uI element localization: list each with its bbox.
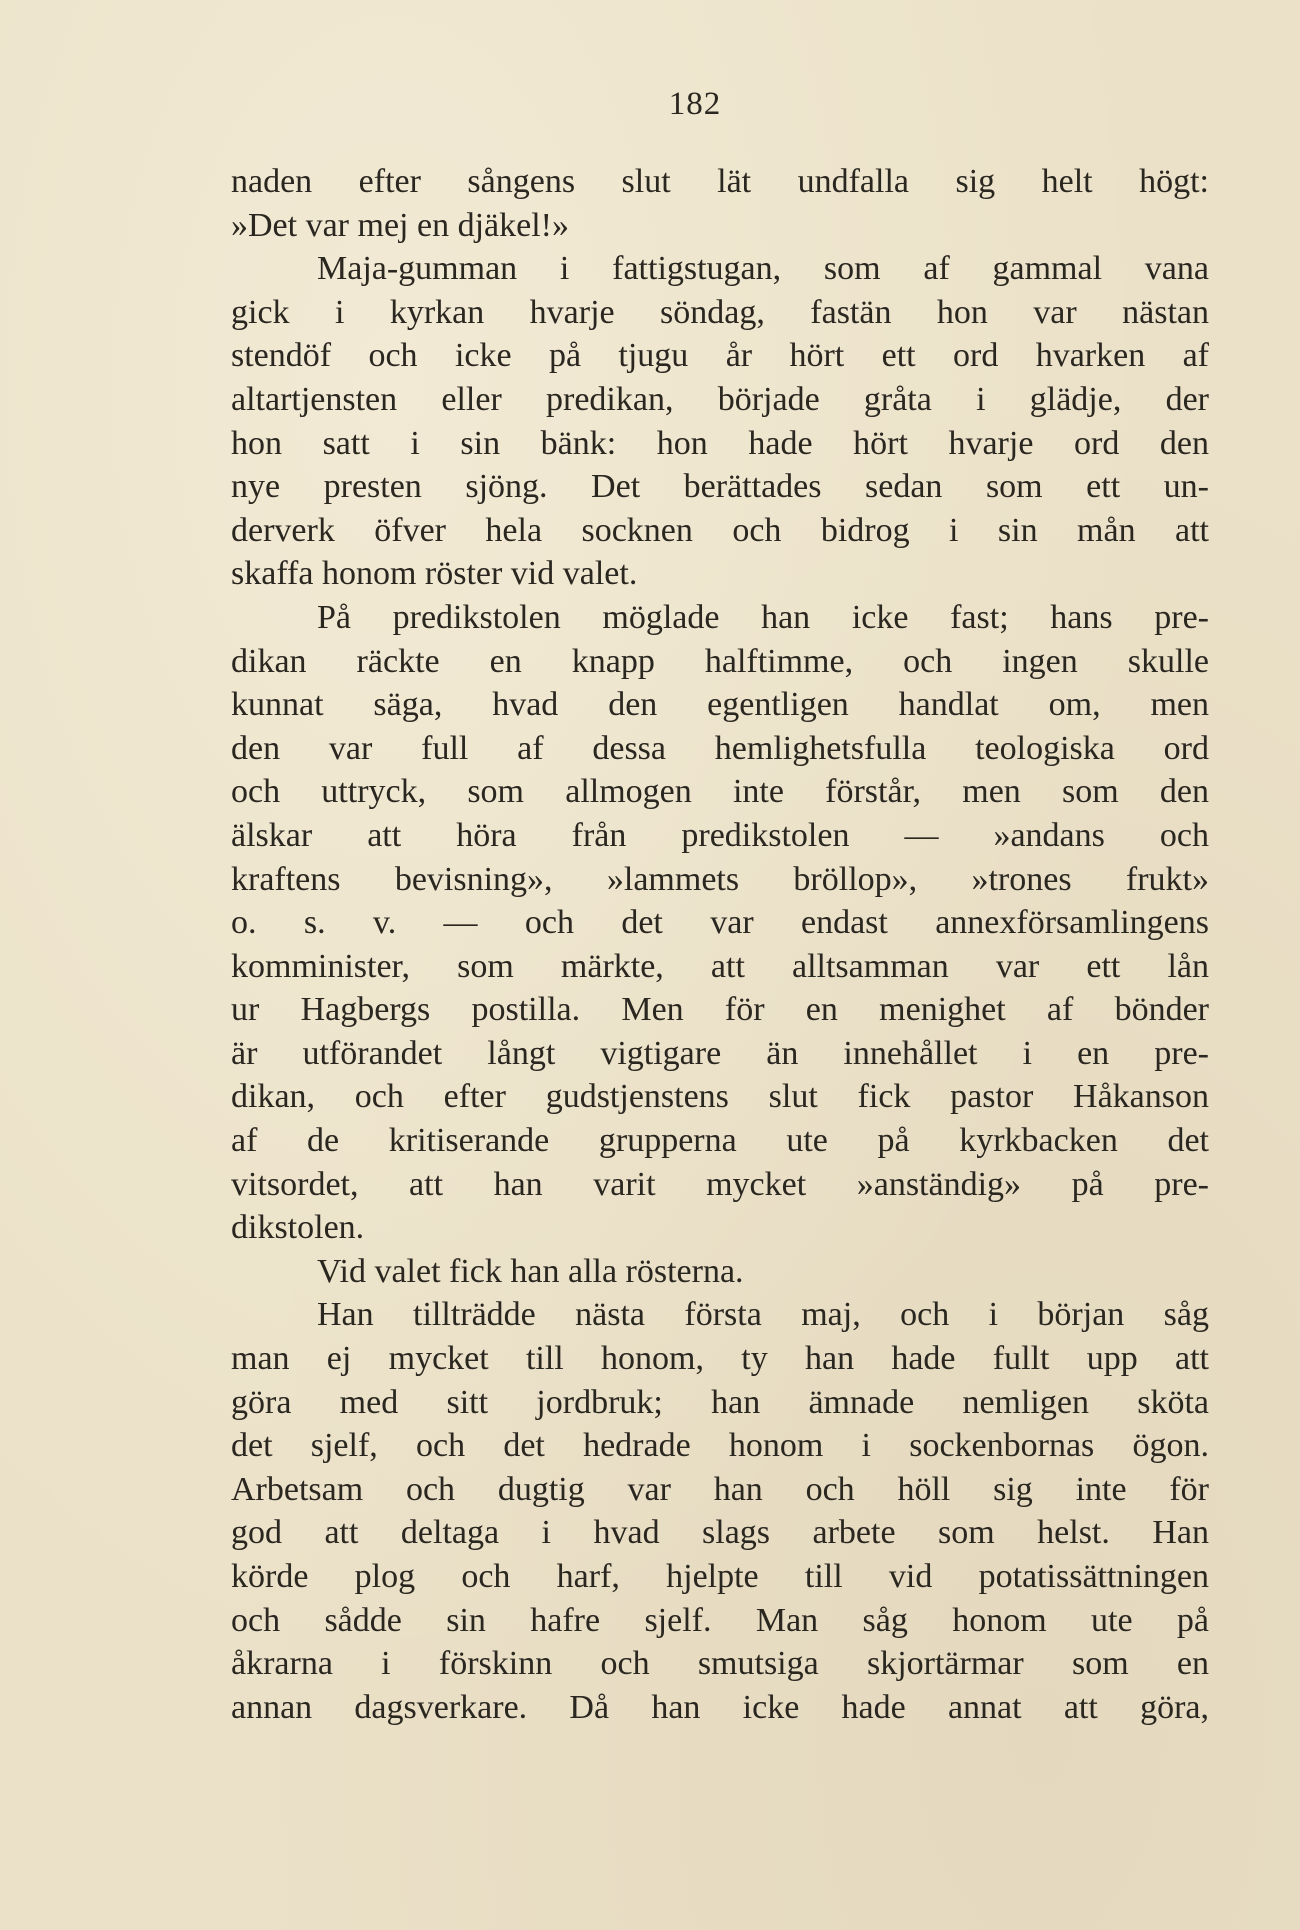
text-line: Vid valet fick han alla rösterna. bbox=[317, 1252, 744, 1290]
text-line: god att deltaga i hvad slags arbete som helst. Han bbox=[231, 1514, 1209, 1552]
text-line: derverk öfver hela socknen och bidrog i sin mån att bbox=[231, 511, 1209, 549]
text-line: gick i kyrkan hvarje söndag, fastän hon var nästan bbox=[231, 293, 1209, 331]
text-line: man ej mycket till honom, ty han hade fullt upp att bbox=[231, 1340, 1209, 1378]
text-line: älskar att höra från predikstolen — »andans och bbox=[231, 816, 1209, 854]
text-line: ur Hagbergs postilla. Men för en menighet af bönder bbox=[231, 991, 1209, 1029]
text-line: komminister, som märkte, att alltsamman var ett lån bbox=[231, 947, 1209, 985]
text-line: dikan, och efter gudstjenstens slut fick pastor Håkanson bbox=[231, 1078, 1209, 1116]
text-line: skaffa honom röster vid valet. bbox=[231, 555, 638, 593]
text-line: den var full af dessa hemlighetsfulla teologiska ord bbox=[231, 729, 1209, 767]
text-line: hon satt i sin bänk: hon hade hört hvarje ord den bbox=[231, 424, 1209, 462]
text-line: annan dagsverkare. Då han icke hade annat att göra, bbox=[231, 1688, 1209, 1726]
text-line: kunnat säga, hvad den egentligen handlat om, men bbox=[231, 686, 1209, 724]
text-line: dikan räckte en knapp halftimme, och ingen skulle bbox=[231, 642, 1209, 680]
text-line: dikstolen. bbox=[231, 1209, 365, 1247]
text-line: kraftens bevisning», »lammets bröllop», »trones frukt» bbox=[231, 860, 1209, 898]
text-line: nye presten sjöng. Det berättades sedan som ett un- bbox=[231, 468, 1209, 506]
text-line: och sådde sin hafre sjelf. Man såg honom ute på bbox=[231, 1601, 1209, 1639]
text-line: körde plog och harf, hjelpte till vid potatissättningen bbox=[231, 1558, 1209, 1595]
text-line: åkrarna i förskinn och smutsiga skjortärmar som en bbox=[231, 1645, 1209, 1683]
text-line: På predikstolen möglade han icke fast; hans pre- bbox=[317, 598, 1209, 636]
page-number: 182 bbox=[668, 86, 722, 122]
text-line: af de kritiserande grupperna ute på kyrkbacken det bbox=[231, 1122, 1209, 1160]
text-line: Maja-gumman i fattigstugan, som af gammal vana bbox=[317, 250, 1209, 288]
text-line: göra med sitt jordbruk; han ämnade nemligen sköta bbox=[231, 1383, 1209, 1421]
text-line: stendöf och icke på tjugu år hört ett ord hvarken af bbox=[231, 337, 1209, 375]
text-line: naden efter sångens slut lät undfalla sig helt högt: bbox=[231, 163, 1209, 200]
text-line: altartjensten eller predikan, började gråta i glädje, der bbox=[231, 380, 1209, 418]
text-line: »Det var mej en djäkel!» bbox=[231, 206, 569, 244]
body-text bbox=[231, 160, 1209, 1729]
text-line: Arbetsam och dugtig var han och höll sig inte för bbox=[231, 1470, 1209, 1508]
text-line: är utförandet långt vigtigare än innehållet i en pre- bbox=[231, 1034, 1209, 1072]
text-line: det sjelf, och det hedrade honom i sockenbornas ögon. bbox=[231, 1427, 1209, 1465]
text-line: o. s. v. — och det var endast annexförsamlingens bbox=[231, 904, 1209, 942]
text-line: och uttryck, som allmogen inte förstår, men som den bbox=[231, 773, 1209, 811]
text-line: vitsordet, att han varit mycket »anständig» på pre- bbox=[231, 1165, 1209, 1203]
text-line: Han tillträdde nästa första maj, och i början såg bbox=[317, 1296, 1209, 1334]
